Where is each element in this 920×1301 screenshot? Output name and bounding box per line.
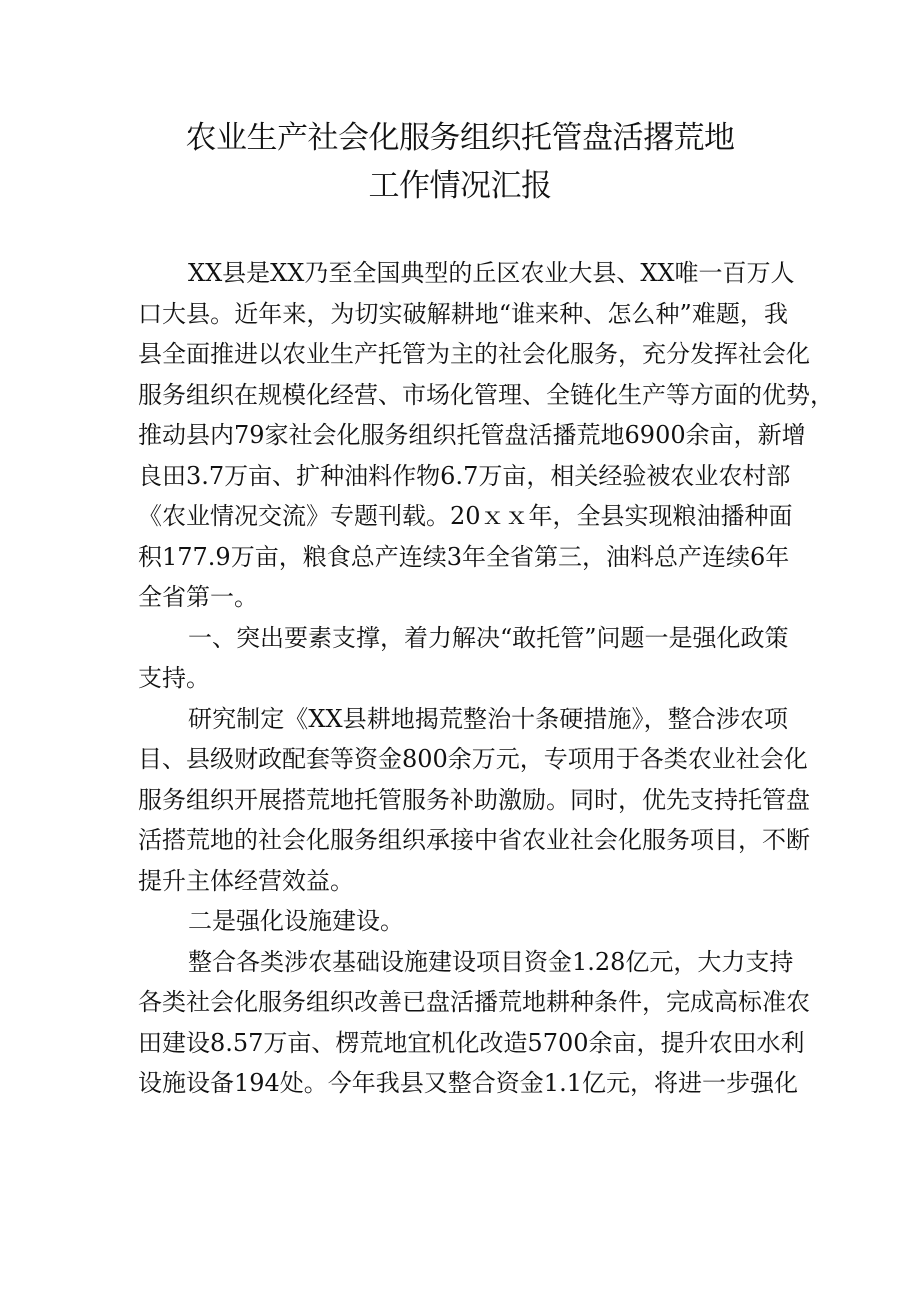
body-line: 提升主体经营效益。	[138, 866, 354, 895]
body-line: XX县是XX乃至全国典型的丘区农业大县、XX唯一百万人	[188, 259, 795, 287]
body-line: 全省第一。	[138, 583, 258, 611]
body-line: 各类社会化服务组织改善已盘活播荒地耕种条件，完成高标准农	[138, 988, 810, 1016]
body-line: 田建设8.57万亩、楞荒地宜机化改造5700余亩，提升农田水利	[138, 1028, 805, 1057]
document-title-line-2: 工作情况汇报	[368, 168, 552, 204]
section-heading-line: 支持。	[138, 664, 210, 692]
body-line: 县全面推进以农业生产托管为主的社会化服务，充分发挥社会化	[138, 340, 810, 368]
body-line: 目、县级财政配套等资金800余万元，专项用于各类农业社会化	[138, 745, 808, 773]
body-line: 服务组织在规模化经营、市场化管理、全链化生产等方面的优势，	[138, 380, 834, 409]
body-line: 口大县。近年来，为切实破解耕地“谁来种、怎么种”难题，我	[138, 299, 788, 328]
body-line: 研究制定《XX县耕地揭荒整治十条硬措施》，整合涉农项	[188, 704, 788, 733]
body-line: 良田3.7万亩、扩种油料作物6.7万亩，相关经验被农业农村部	[138, 461, 791, 490]
section-heading-line: 一、突出要素支撑，着力解决“敢托管”问题一是强化政策	[188, 623, 789, 652]
document-title-line-1: 农业生产社会化服务组织托管盘活撂荒地	[185, 120, 735, 156]
body-line: 《农业情况交流》专题刊载。20ｘｘ年，全县实现粮油播种面	[138, 502, 793, 530]
body-line: 服务组织开展搭荒地托管服务补助激励。同时，优先支持托管盘	[138, 785, 810, 814]
subsection-heading-line: 二是强化设施建设。	[188, 907, 404, 935]
body-line: 推动县内79家社会化服务组织托管盘活播荒地6900余亩，新增	[138, 421, 806, 449]
body-line: 积177.9万亩，粮食总产连续3年全省第三，油料总产连续6年	[138, 542, 790, 571]
document-body	[138, 255, 834, 1205]
body-line: 整合各类涉农基础设施建设项目资金1.28亿元，大力支持	[188, 947, 794, 976]
body-line: 活搭荒地的社会化服务组织承接中省农业社会化服务项目，不断	[138, 826, 810, 854]
body-line: 设施设备194处。今年我县又整合资金1.1亿元，将进一步强化	[138, 1069, 798, 1097]
